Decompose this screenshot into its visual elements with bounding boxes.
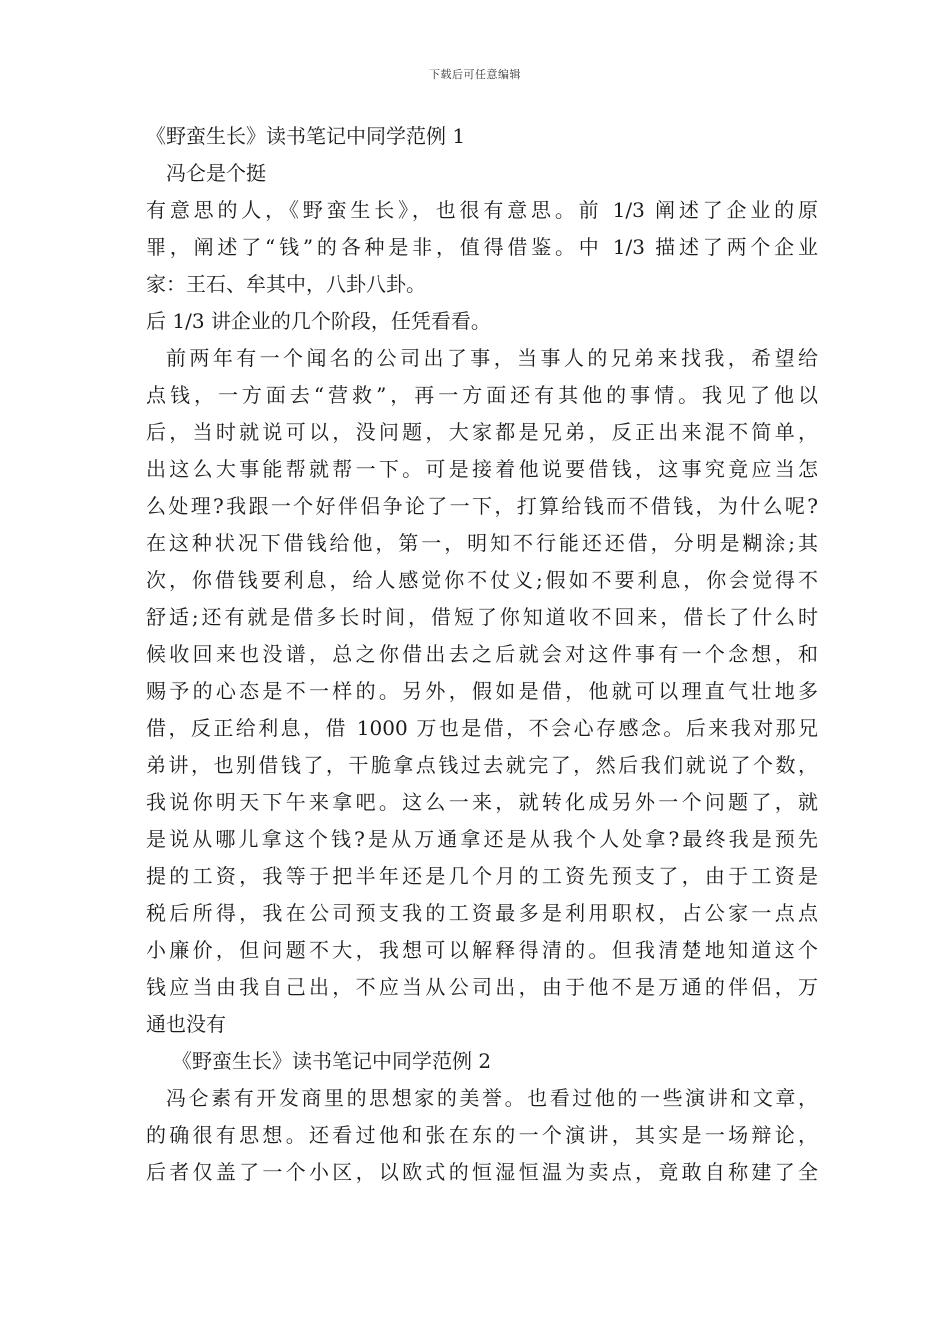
- paragraph-line: 借，反正给利息，借 1000 万也是借，不会心存感念。后来我对那兄: [146, 716, 818, 740]
- document-body: [146, 118, 818, 1191]
- paragraph-line: 点钱，一方面去“营救”，再一方面还有其他的事情。我见了他以: [146, 383, 818, 407]
- paragraph-line: 弟讲，也别借钱了，干脆拿点钱过去就完了，然后我们就说了个数，: [146, 753, 818, 777]
- page-header: 下载后可任意编辑: [429, 68, 521, 81]
- paragraph-line: 提的工资，我等于把半年还是几个月的工资先预支了，由于工资是: [146, 864, 818, 888]
- paragraph-line: 有意思的人，《野蛮生长》，也很有意思。前 1/3 阐述了企业的原: [146, 198, 818, 222]
- paragraph-line: 小廉价，但问题不大，我想可以解释得清的。但我清楚地知道这个: [146, 938, 818, 962]
- paragraph-line: 税后所得，我在公司预支我的工资最多是利用职权，占公家一点点: [146, 901, 818, 925]
- paragraph-line: 后 1/3 讲企业的几个阶段，任凭看看。: [146, 309, 491, 333]
- paragraph-line: 后者仅盖了一个小区，以欧式的恒湿恒温为卖点，竟敢自称建了全: [146, 1160, 818, 1184]
- paragraph-line: 么处理?我跟一个好伴侣争论了一下，打算给钱而不借钱，为什么呢?: [146, 494, 818, 518]
- paragraph-line: 我说你明天下午来拿吧。这么一来，就转化成另外一个问题了，就: [146, 790, 818, 814]
- paragraph-line: 后，当时就说可以，没问题，大家都是兄弟，反正出来混不简单，: [146, 420, 818, 444]
- paragraph-line: 赐予的心态是不一样的。另外，假如是借，他就可以理直气壮地多: [146, 679, 818, 703]
- paragraph-line: 冯仑是个挺: [166, 161, 266, 185]
- paragraph-line: 前两年有一个闻名的公司出了事，当事人的兄弟来找我，希望给: [166, 346, 818, 370]
- paragraph-line: 舒适;还有就是借多长时间，借短了你知道收不回来，借长了什么时: [146, 605, 818, 629]
- paragraph-line: 出这么大事能帮就帮一下。可是接着他说要借钱，这事究竟应当怎: [146, 457, 818, 481]
- paragraph-line: 家：王石、牟其中，八卦八卦。: [146, 272, 426, 296]
- paragraph-line: 冯仑素有开发商里的思想家的美誉。也看过他的一些演讲和文章，: [166, 1086, 818, 1110]
- paragraph-line: 罪，阐述了“钱”的各种是非，值得借鉴。中 1/3 描述了两个企业: [146, 235, 818, 259]
- section-title-2: 《野蛮生长》读书笔记中同学范例 2: [172, 1049, 492, 1073]
- paragraph-line: 次，你借钱要利息，给人感觉你不仗义;假如不要利息，你会觉得不: [146, 568, 818, 592]
- paragraph-line: 钱应当由我自己出，不应当从公司出，由于他不是万通的伴侣，万: [146, 975, 818, 999]
- paragraph-line: 候收回来也没谱，总之你借出去之后就会对这件事有一个念想，和: [146, 642, 818, 666]
- paragraph-line: 的确很有思想。还看过他和张在东的一个演讲，其实是一场辩论，: [146, 1123, 818, 1147]
- section-title-1: 《野蛮生长》读书笔记中同学范例 1: [146, 124, 466, 148]
- paragraph-line: 是说从哪儿拿这个钱?是从万通拿还是从我个人处拿?最终我是预先: [146, 827, 818, 851]
- paragraph-line: 在这种状况下借钱给他，第一，明知不行能还还借，分明是糊涂;其: [146, 531, 818, 555]
- paragraph-line: 通也没有: [146, 1012, 226, 1036]
